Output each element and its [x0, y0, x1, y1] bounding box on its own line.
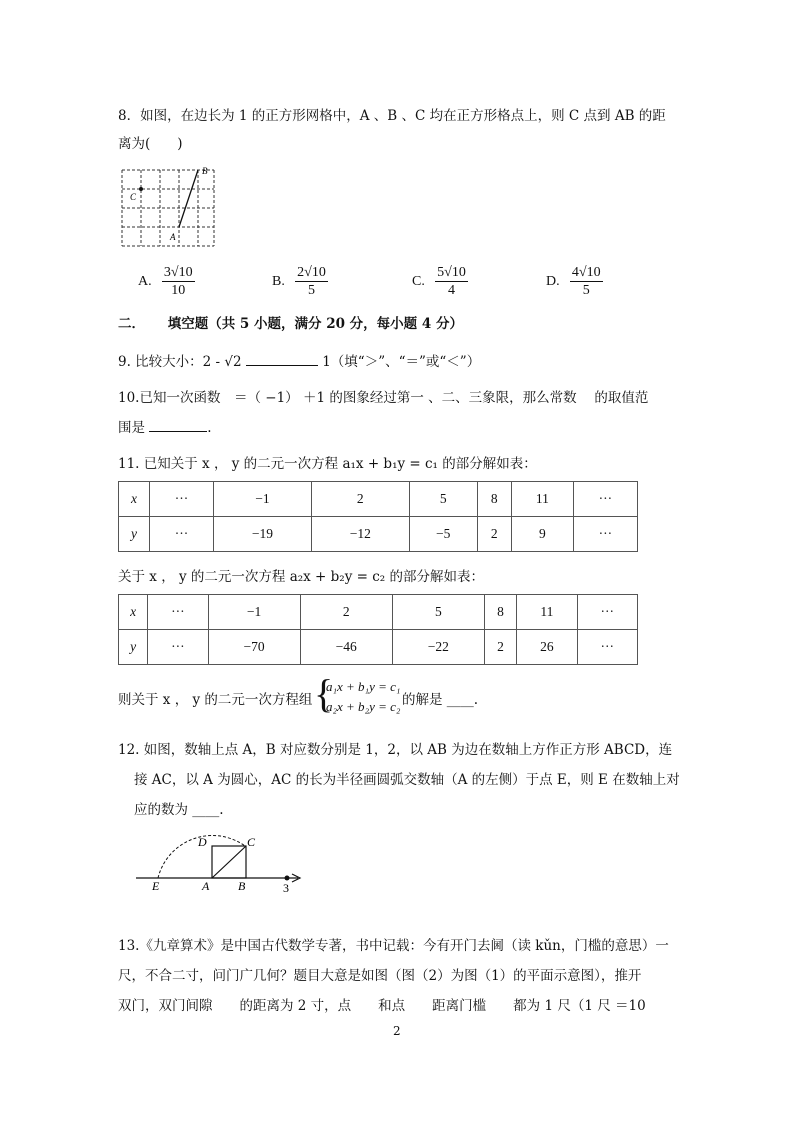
q11-intro2: 关于 x ， y 的二元一次方程 a₂x + b₂y = c₂ 的部分解如表：: [118, 569, 485, 585]
table-cell: ···: [573, 517, 637, 552]
option-b-numerator: 2√10: [297, 265, 326, 280]
table-cell: −1: [214, 482, 312, 517]
q10-line1: 10.已知一次函数 ＝（ −1） ＋1 的图象经过第一 、二、三象限，那么常数 的取值范: [118, 390, 649, 406]
q8-line2: 离为( ): [118, 136, 183, 152]
q10-line2-text: 围是: [118, 420, 145, 436]
table-cell: 11: [517, 595, 577, 630]
option-d-numerator: 4√10: [571, 265, 601, 280]
diagonal-ac: [212, 846, 246, 878]
q8-option-c[interactable]: [412, 264, 468, 299]
label-c: C: [130, 192, 137, 202]
table-cell: −22: [392, 630, 484, 665]
label-three: 3: [283, 881, 289, 895]
table1-row-y: [119, 517, 638, 552]
option-a-letter: A.: [138, 274, 152, 289]
table-cell: 8: [477, 482, 511, 517]
label-c: C: [247, 835, 256, 849]
q13-line3: 双门，双门间隙 的距离为 2 寸，点 和点 距离门槛 都为 1 尺（1 尺 ＝10: [118, 998, 646, 1014]
table-cell: −12: [311, 517, 409, 552]
section-number: 二．: [118, 316, 145, 332]
point-c: [139, 187, 143, 191]
label-e: E: [152, 879, 160, 893]
q11-system-prefix: 则关于 x ， y 的二元一次方程组: [118, 692, 313, 708]
table-cell: 26: [517, 630, 577, 665]
option-a-denominator: 10: [171, 283, 186, 298]
point-three: [285, 876, 290, 881]
option-b-letter: B.: [272, 274, 285, 289]
table-cell: 2: [311, 482, 409, 517]
option-c-letter: C.: [412, 274, 425, 289]
q9-prefix: 9. 比较大小：2 - √2: [118, 354, 242, 370]
page-number: 2: [393, 1024, 401, 1038]
q13-line1: 13.《九章算术》是中国古代数学专著，书中记载：今有开门去阃（读 kǔn，门槛的意思）一: [118, 938, 669, 954]
option-a-numerator: 3√10: [163, 265, 193, 280]
section-heading: [118, 312, 463, 332]
table-cell: 8: [484, 595, 516, 630]
q11-table1: [118, 481, 638, 552]
table-cell: ···: [148, 630, 208, 665]
table-cell: −46: [300, 630, 392, 665]
table-cell: y: [119, 630, 148, 665]
q8-option-d[interactable]: [546, 264, 603, 299]
table-cell: 11: [511, 482, 573, 517]
q9-blank[interactable]: [246, 353, 318, 366]
table-cell: x: [119, 482, 150, 517]
label-a: A: [202, 879, 210, 893]
q11-intro1: 11. 已知关于 x ， y 的二元一次方程 a₁x + b₁y = c₁ 的部分解如表：: [118, 456, 537, 472]
table1-row-x: [119, 482, 638, 517]
q8-option-b[interactable]: [272, 264, 328, 299]
table-cell: 5: [409, 482, 477, 517]
q9-suffix: 1（填“＞”、“＝”或“＜”）: [322, 354, 481, 370]
option-c-denominator: 4: [447, 283, 455, 298]
option-d-letter: D.: [546, 274, 560, 289]
label-b: B: [202, 166, 208, 176]
q9-line: [118, 350, 480, 370]
table-cell: 2: [484, 630, 516, 665]
table-cell: ···: [577, 595, 637, 630]
q11-system-suffix: 的解是 ____.: [402, 692, 479, 708]
table-cell: −1: [208, 595, 300, 630]
table-cell: ···: [577, 630, 637, 665]
label-b: B: [238, 879, 246, 893]
table-cell: 5: [392, 595, 484, 630]
label-a: A: [170, 232, 176, 242]
option-b-denominator: 5: [307, 283, 315, 298]
q8-grid-figure: [112, 160, 222, 260]
table2-row-y: [119, 630, 638, 665]
system-brace: {: [314, 671, 334, 716]
table-cell: 9: [511, 517, 573, 552]
section-title: 填空题（共 5 小题，满分 20 分，每小题 4 分）: [167, 316, 463, 332]
table-cell: −5: [409, 517, 477, 552]
table-cell: ···: [148, 595, 208, 630]
segment-ab: [179, 170, 198, 227]
q13-line2: 尺，不合二寸，问门广几何？题目大意是如图（图（2）为图（1）的平面示意图），推开: [118, 968, 642, 984]
table-cell: 2: [477, 517, 511, 552]
label-d: D: [198, 835, 207, 849]
table-cell: x: [119, 595, 148, 630]
table-cell: y: [119, 517, 150, 552]
q10-blank[interactable]: [149, 419, 207, 432]
table-cell: 2: [300, 595, 392, 630]
q8-option-a[interactable]: [138, 264, 195, 299]
option-d-denominator: 5: [582, 283, 590, 298]
q12-line1: 12. 如图，数轴上点 A，B 对应数分别是 1，2，以 AB 为边在数轴上方作正方形 ABCD，连: [118, 742, 673, 758]
table-cell: −19: [214, 517, 312, 552]
system-eq1: a₁x + b₁y = c₁: [326, 679, 401, 694]
q12-line2: 接 AC，以 A 为圆心，AC 的长为半径画圆弧交数轴（A 的左侧）于点 E，则 E 在数轴上对: [134, 772, 680, 788]
q12-number-line-figure: [130, 826, 315, 896]
table-cell: ···: [149, 482, 213, 517]
table2-row-x: [119, 595, 638, 630]
q8-line1: 8．如图，在边长为 1 的正方形网格中，A 、B 、C 均在正方形格点上，则 C 点到 AB 的距: [118, 108, 666, 124]
q12-line3: 应的数为 ____.: [134, 802, 224, 818]
table-cell: ···: [573, 482, 637, 517]
table-cell: −70: [208, 630, 300, 665]
option-c-numerator: 5√10: [437, 265, 466, 280]
table-cell: ···: [149, 517, 213, 552]
q10-line2: 围是 .: [118, 420, 212, 436]
system-eq2: a₂x + b₂y = c₂: [326, 699, 401, 714]
q11-table2: [118, 594, 638, 665]
